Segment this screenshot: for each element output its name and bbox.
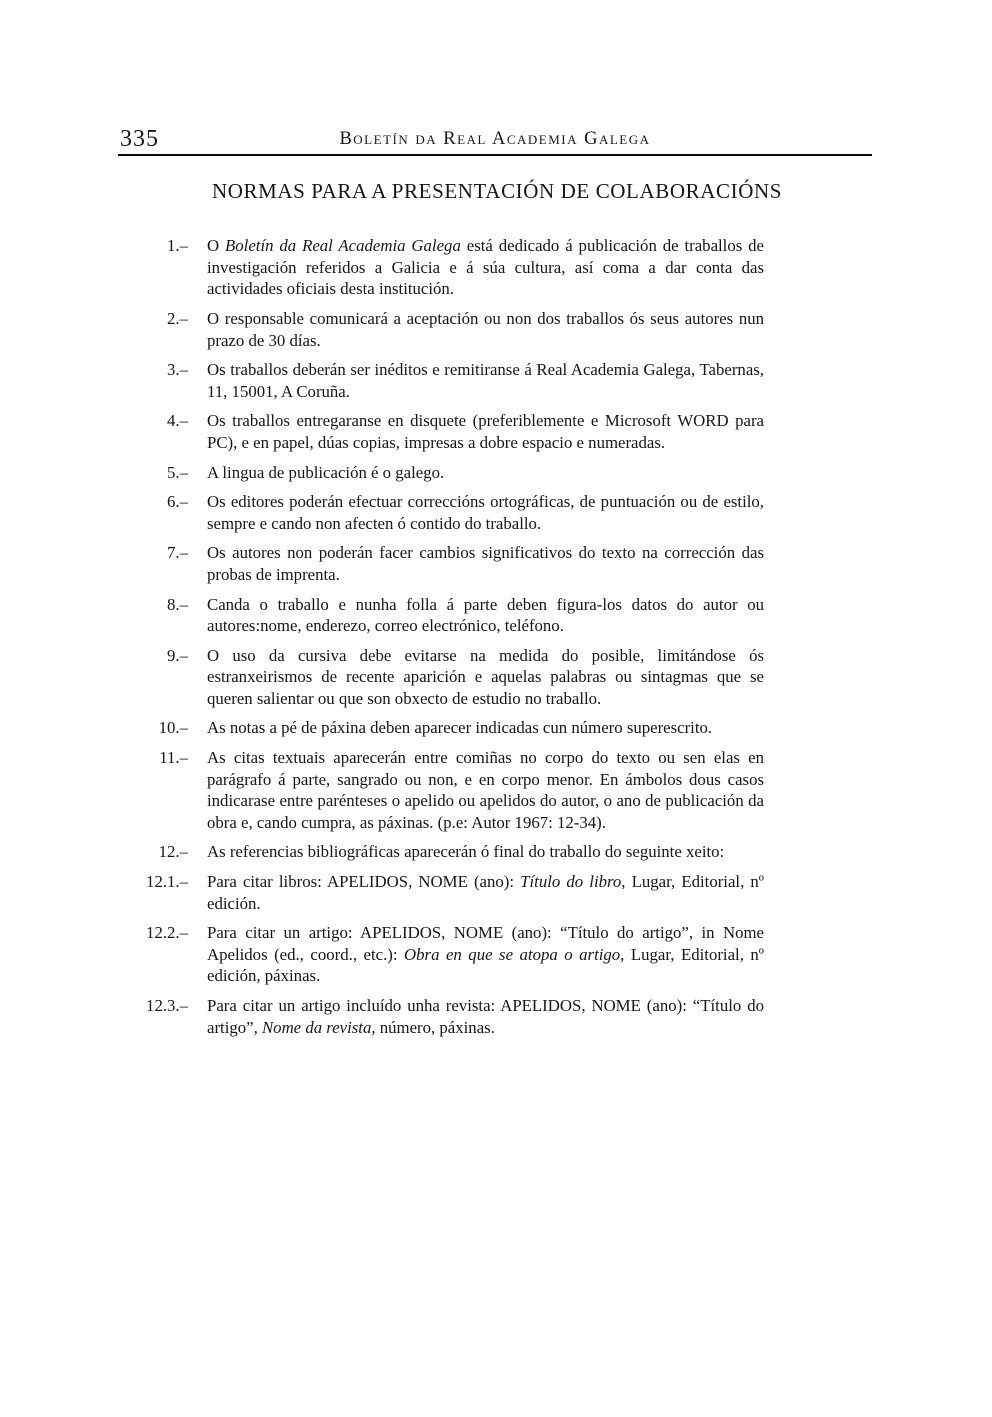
rule-text	[207, 462, 764, 484]
rule-number: 5.–	[167, 462, 188, 482]
rule-text	[207, 308, 764, 351]
page-number: 335	[120, 126, 159, 152]
list-item	[120, 871, 764, 914]
rule-text-segment-italic: Nome da revista,	[261, 1017, 376, 1037]
rule-number: 9.–	[167, 645, 188, 665]
list-item	[120, 235, 764, 300]
rule-text-segment: Os editores poderán efectuar correccións ortográficas, de puntuación ou de estilo, sempre e cando non afecten ó contido do traballo.	[207, 492, 764, 533]
rule-text-segment-italic: Boletín da Real Academia Galega	[225, 236, 461, 256]
rule-text	[207, 410, 764, 453]
rule-text	[207, 594, 764, 637]
list-item	[120, 410, 764, 453]
rule-number: 1.–	[167, 236, 188, 256]
list-item	[120, 717, 764, 739]
rule-text-segment: está dedicado á publicación de traballos de investigación referidos a Galicia e á súa cultura, así coma a dar conta das actividades oficiais desta institución.	[207, 236, 764, 299]
rule-text-segment: Os traballos deberán ser inéditos e remitiranse á Real Academia Galega, Tabernas, 11, 15001, A Coruña.	[207, 360, 764, 401]
rule-number: 12.1.–	[146, 872, 188, 892]
rule-text	[207, 747, 764, 833]
rule-text-segment: Lugar, Editorial, nº edición, páxinas.	[207, 944, 764, 986]
rule-text-segment: As referencias bibliográficas aparecerán ó final do traballo do seguinte xeito:	[207, 842, 725, 862]
rule-text	[207, 542, 764, 585]
list-item	[120, 841, 764, 863]
rule-number: 12.3.–	[146, 996, 188, 1015]
rule-text-segment: O responsable comunicará a aceptación ou non dos traballos ós seus autores nun prazo de 30 días.	[207, 308, 764, 350]
rule-number: 4.–	[167, 411, 188, 431]
rule-number: 11.–	[159, 748, 188, 768]
rule-text-segment: O	[207, 236, 226, 256]
rule-text-segment: A lingua de publicación é o galego.	[207, 462, 445, 482]
rule-text	[207, 491, 764, 534]
rule-text	[207, 871, 764, 914]
list-item	[120, 491, 764, 534]
list-item	[120, 542, 764, 585]
rule-text-segment-italic: Título do libro,	[520, 872, 626, 892]
rule-text	[207, 235, 764, 300]
rule-number: 12.2.–	[146, 923, 188, 943]
page-header	[118, 0, 872, 156]
rule-text	[207, 841, 764, 863]
list-item	[120, 645, 764, 710]
rule-text	[207, 645, 764, 710]
rule-text-segment: Lugar, Editorial, nº edición.	[207, 872, 765, 913]
list-item	[120, 747, 764, 833]
list-item	[120, 995, 764, 1038]
rule-text	[207, 359, 764, 402]
rule-number: 2.–	[167, 308, 188, 328]
rule-text-segment: As notas a pé de páxina deben aparecer indicadas cun número superescrito.	[207, 718, 713, 738]
rule-text-segment: Canda o traballo e nunha folla á parte deben figura-los datos do autor ou autores:nome, enderezo, correo electrónico, teléfono.	[207, 594, 764, 636]
list-item	[120, 594, 764, 637]
rule-number: 6.–	[167, 492, 188, 512]
rule-number: 3.–	[167, 360, 188, 380]
list-item	[120, 359, 764, 402]
rule-text	[207, 717, 764, 739]
rule-number: 7.–	[167, 543, 188, 563]
page-title: NORMAS PARA A PRESENTACIÓN DE COLABORACIÓNS	[211, 179, 783, 203]
list-item	[120, 308, 764, 351]
rule-text-segment-italic: Obra en que se atopa o artigo,	[404, 944, 625, 964]
rule-text-segment: Os traballos entregaranse en disquete (preferiblemente e Microsoft WORD para PC), e en papel, dúas copias, impresas a dobre espacio e numeradas.	[207, 411, 764, 452]
rule-text-segment: Para citar un artigo: APELIDOS, NOME (ano): “Título do artigo”, in Nome Apelidos (ed., coord., etc.):	[207, 923, 764, 964]
rules-list	[120, 235, 764, 1038]
list-item	[120, 922, 764, 987]
rule-text-segment: As citas textuais aparecerán entre comiñas no corpo do texto ou sen elas en parágrafo á parte, sangrado ou non, e en corpo menor. En ámbolos dous casos indicarase entre parénteses o apelido ou apelidos do autor, o ano de publicación da obra e, cando cumpra, as páxinas. (p.e: Autor 1967: 12-34).	[207, 748, 764, 832]
rule-text	[207, 922, 764, 987]
rule-text-segment: número, páxinas.	[375, 1017, 495, 1037]
rule-text-segment: Para citar libros: APELIDOS, NOME (ano):	[207, 872, 521, 892]
rule-text-segment: Os autores non poderán facer cambios significativos do texto na corrección das probas de imprenta.	[207, 543, 764, 584]
rule-number: 10.–	[158, 718, 188, 738]
journal-title: Boletín da Real Academia Galega	[339, 128, 651, 149]
rule-number: 12.–	[158, 842, 188, 862]
rule-number: 8.–	[167, 594, 188, 614]
rule-text-segment: Para citar un artigo incluído unha revista: APELIDOS, NOME (ano): “Título do artigo”,	[207, 996, 764, 1037]
list-item	[120, 462, 764, 484]
rule-text-segment: O uso da cursiva debe evitarse na medida do posible, limitándose ós estranxeirismos de recente aparición e aquelas palabras ou sintagmas que se queren salientar ou que son obxecto de estudio no traballo.	[207, 645, 764, 708]
rule-text	[207, 995, 764, 1038]
